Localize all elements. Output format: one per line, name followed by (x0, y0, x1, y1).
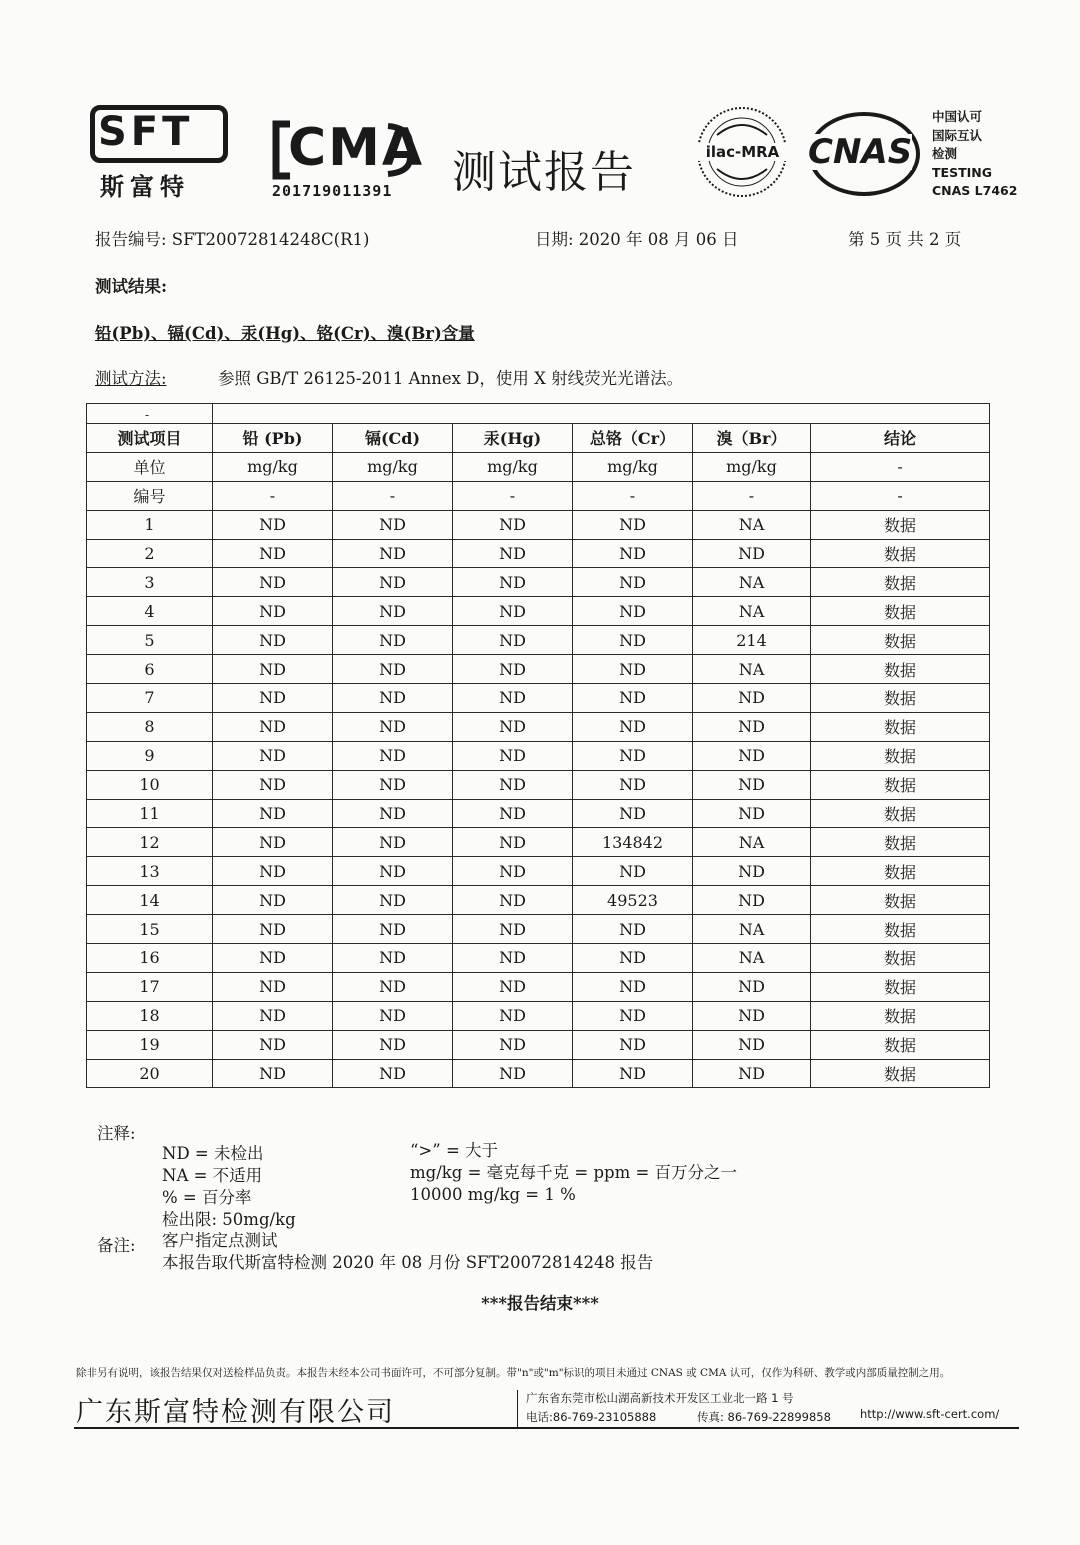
table-cell: 49523 (573, 886, 693, 915)
table-cell: ND (693, 684, 811, 713)
table-cell: - (693, 481, 811, 510)
cnas-accreditation-info (932, 108, 1017, 201)
table-cell: ND (573, 1059, 693, 1088)
table-row (87, 741, 990, 770)
table-cell: ND (213, 1030, 333, 1059)
table-cell: ND (573, 972, 693, 1001)
table-cell: 数据 (811, 799, 990, 828)
table-cell: ND (693, 857, 811, 886)
table-cell: 6 (87, 655, 213, 684)
table-cell: ND (213, 510, 333, 539)
table-cell: 15 (87, 915, 213, 944)
table-cell: 数据 (811, 886, 990, 915)
table-cell: 数据 (811, 1030, 990, 1059)
table-cell: 17 (87, 972, 213, 1001)
page-title: 测试报告 (452, 147, 636, 198)
table-cell: - (453, 481, 573, 510)
report-number: 报告编号: SFT20072814248C(R1) (95, 230, 370, 249)
table-cell: ND (453, 539, 573, 568)
table-cell: ND (693, 972, 811, 1001)
table-cell: 数据 (811, 1001, 990, 1030)
table-cell: ND (333, 886, 453, 915)
table-cell: 134842 (573, 828, 693, 857)
table-cell: ND (573, 1030, 693, 1059)
table-cell: 9 (87, 741, 213, 770)
table-cell: ND (573, 510, 693, 539)
table-cell: ND (693, 770, 811, 799)
table-cell: 3 (87, 568, 213, 597)
table-cell: 数据 (811, 944, 990, 973)
company-fax: 传真: 86-769-22899858 (697, 1410, 831, 1424)
table-cell: mg/kg (333, 452, 453, 481)
table-cell: 数据 (811, 510, 990, 539)
table-cell: 汞(Hg) (453, 424, 573, 453)
table-cell: NA (693, 655, 811, 684)
table-cell: ND (573, 684, 693, 713)
report-date: 日期: 2020 年 08 月 06 日 (535, 230, 739, 249)
table-cell: 溴（Br） (693, 424, 811, 453)
table-ids-row (87, 481, 990, 510)
table-cell: ND (213, 770, 333, 799)
table-cell: 数据 (811, 828, 990, 857)
cnas-info-line: 检测 (932, 146, 958, 161)
table-cell: 8 (87, 712, 213, 741)
table-cell: ND (213, 597, 333, 626)
table-cell: ND (213, 886, 333, 915)
table-cell: 14 (87, 886, 213, 915)
table-cell: - (811, 481, 990, 510)
table-row (87, 770, 990, 799)
table-row (87, 1001, 990, 1030)
table-cell: ND (453, 712, 573, 741)
table-cell: ND (693, 1059, 811, 1088)
table-cell: ND (453, 510, 573, 539)
report-end-marker: ***报告结束*** (481, 1294, 599, 1313)
ilac-mra-logo (695, 105, 790, 200)
table-cell: ND (693, 1030, 811, 1059)
table-cell: ND (573, 915, 693, 944)
table-row (87, 972, 990, 1001)
table-cell: ND (573, 741, 693, 770)
note-line: 检出限: 50mg/kg (162, 1210, 296, 1229)
table-cell: ND (333, 626, 453, 655)
cnas-info-line: 国际互认 (932, 127, 983, 143)
table-cell: ND (333, 972, 453, 1001)
table-cell: ND (213, 741, 333, 770)
table-cell: 数据 (811, 857, 990, 886)
table-blank-row (87, 404, 990, 424)
table-cell: 数据 (811, 741, 990, 770)
table-cell: - (333, 481, 453, 510)
table-cell: 数据 (811, 972, 990, 1001)
footer-disclaimer: 除非另有说明，该报告结果仅对送检样品负责。本报告未经本公司书面许可，不可部分复制。带"n"或"m"标识的项目未通过 CNAS 或 CMA 认可，仅作为科研、教学或内部质量控制之用。 (76, 1367, 951, 1379)
table-row (87, 626, 990, 655)
table-cell: ND (333, 1059, 453, 1088)
table-cell: ND (573, 1001, 693, 1030)
table-cell: mg/kg (453, 452, 573, 481)
table-cell: ND (333, 828, 453, 857)
table-cell: ND (333, 684, 453, 713)
table-cell: ND (213, 539, 333, 568)
table-cell: ND (693, 741, 811, 770)
table-cell: ND (453, 684, 573, 713)
company-phone: 电话:86-769-23105888 (526, 1410, 657, 1424)
table-cell: ND (573, 655, 693, 684)
table-cell: ND (693, 886, 811, 915)
table-row (87, 684, 990, 713)
footer-divider (517, 1390, 518, 1428)
table-cell: ND (213, 857, 333, 886)
table-cell: ND (693, 1001, 811, 1030)
footer-rule (74, 1427, 1019, 1429)
table-row (87, 510, 990, 539)
note-line: mg/kg = 毫克每千克 = ppm = 百万分之一 (410, 1163, 738, 1182)
remark-line: 客户指定点测试 (162, 1231, 278, 1250)
table-cell: 11 (87, 799, 213, 828)
note-line: % = 百分率 (162, 1188, 252, 1207)
table-cell: ND (333, 770, 453, 799)
sft-logo-text: SFT (98, 109, 194, 155)
table-row (87, 712, 990, 741)
table-cell: 数据 (811, 915, 990, 944)
table-cell: ND (453, 857, 573, 886)
table-cell: 数据 (811, 712, 990, 741)
table-cell: 20 (87, 1059, 213, 1088)
table-cell: 7 (87, 684, 213, 713)
table-cell: 数据 (811, 539, 990, 568)
table-cell: ND (333, 799, 453, 828)
table-cell: 13 (87, 857, 213, 886)
company-name: 广东斯富特检测有限公司 (76, 1397, 395, 1428)
results-table-body (87, 404, 990, 1088)
table-cell: ND (213, 655, 333, 684)
cnas-info-line: 中国认可 (932, 109, 983, 124)
table-cell: - (811, 452, 990, 481)
table-row (87, 915, 990, 944)
table-cell: NA (693, 568, 811, 597)
note-line: 10000 mg/kg = 1 % (410, 1185, 576, 1204)
cnas-info-line: TESTING (932, 164, 992, 180)
table-cell: ND (573, 626, 693, 655)
cnas-logo (808, 112, 923, 197)
table-cell: 数据 (811, 770, 990, 799)
table-row (87, 886, 990, 915)
table-cell: ND (213, 568, 333, 597)
table-cell: ND (453, 655, 573, 684)
table-row (87, 539, 990, 568)
table-cell: ND (213, 684, 333, 713)
table-row (87, 828, 990, 857)
table-cell: ND (453, 597, 573, 626)
table-row (87, 857, 990, 886)
table-cell: 5 (87, 626, 213, 655)
results-table (86, 403, 990, 1088)
table-header-row (87, 424, 990, 453)
table-cell: mg/kg (693, 452, 811, 481)
table-cell: ND (333, 655, 453, 684)
ilac-text: ilac-MRA (695, 143, 790, 161)
table-cell: ND (333, 1030, 453, 1059)
note-line: NA = 不适用 (162, 1166, 263, 1185)
notes-label: 注释: (97, 1124, 136, 1143)
table-cell: 214 (693, 626, 811, 655)
note-line: ND = 未检出 (162, 1144, 264, 1163)
table-cell (213, 404, 990, 424)
table-cell: ND (453, 886, 573, 915)
table-cell: ND (213, 1001, 333, 1030)
remarks-label: 备注: (97, 1236, 136, 1255)
table-cell: NA (693, 915, 811, 944)
table-cell: 19 (87, 1030, 213, 1059)
remarks-text (162, 1230, 653, 1274)
table-cell (87, 404, 213, 424)
table-cell: 结论 (811, 424, 990, 453)
table-cell: ND (573, 539, 693, 568)
note-line: “>” = 大于 (410, 1141, 499, 1160)
table-cell: ND (453, 799, 573, 828)
table-cell: 2 (87, 539, 213, 568)
table-cell: ND (333, 857, 453, 886)
table-cell: 数据 (811, 655, 990, 684)
remark-line: 本报告取代斯富特检测 2020 年 08 月份 SFT20072814248 报告 (162, 1253, 654, 1272)
cnas-info-line: CNAS L7462 (932, 183, 1018, 198)
table-cell: NA (693, 510, 811, 539)
cma-number: 201719011391 (272, 182, 393, 200)
table-cell: ND (213, 915, 333, 944)
table-cell: ND (573, 799, 693, 828)
table-cell: 总铬（Cr） (573, 424, 693, 453)
table-cell: mg/kg (573, 452, 693, 481)
table-cell: ND (693, 799, 811, 828)
table-cell: - (573, 481, 693, 510)
table-cell: ND (453, 1030, 573, 1059)
cnas-text: CNAS (808, 132, 913, 172)
table-cell: ND (573, 568, 693, 597)
table-cell: ND (333, 597, 453, 626)
table-cell: ND (453, 1059, 573, 1088)
subject-heading: 铅(Pb)、镉(Cd)、汞(Hg)、铬(Cr)、溴(Br)含量 (95, 324, 475, 343)
table-row (87, 597, 990, 626)
table-cell: ND (453, 626, 573, 655)
table-cell: ND (573, 770, 693, 799)
table-cell: ND (333, 539, 453, 568)
table-cell: ND (453, 1001, 573, 1030)
table-cell: 4 (87, 597, 213, 626)
table-cell: ND (453, 972, 573, 1001)
table-row (87, 1059, 990, 1088)
table-cell: ND (453, 770, 573, 799)
table-cell: mg/kg (213, 452, 333, 481)
table-cell: 铅 (Pb) (213, 424, 333, 453)
table-cell: ND (213, 944, 333, 973)
cma-logo-text: CMA (288, 118, 425, 178)
table-cell: ND (453, 568, 573, 597)
table-cell: ND (453, 915, 573, 944)
sft-logo-cn: 斯富特 (100, 173, 190, 201)
table-cell: NA (693, 944, 811, 973)
company-address: 广东省东莞市松山湖高新技术开发区工业北一路 1 号 (526, 1391, 794, 1405)
table-cell: ND (333, 1001, 453, 1030)
notes-right (410, 1140, 737, 1206)
company-website-link[interactable]: http://www.sft-cert.com/ (860, 1407, 1000, 1421)
table-cell: 12 (87, 828, 213, 857)
table-cell: ND (333, 741, 453, 770)
table-cell: ND (453, 828, 573, 857)
table-row (87, 655, 990, 684)
table-cell: 单位 (87, 452, 213, 481)
table-cell: ND (213, 799, 333, 828)
table-cell: 数据 (811, 597, 990, 626)
table-row (87, 568, 990, 597)
table-cell: ND (213, 1059, 333, 1088)
table-row (87, 944, 990, 973)
notes-left (162, 1143, 296, 1231)
page-indicator: 第 5 页 共 2 页 (848, 230, 962, 249)
table-cell: ND (453, 944, 573, 973)
sft-logo (90, 105, 230, 200)
method-label: 测试方法: (95, 369, 167, 388)
table-cell: ND (333, 712, 453, 741)
table-cell: ND (573, 597, 693, 626)
table-cell: ND (693, 712, 811, 741)
table-cell: 数据 (811, 684, 990, 713)
results-heading: 测试结果: (95, 277, 168, 296)
table-cell: ND (213, 972, 333, 1001)
table-cell: 18 (87, 1001, 213, 1030)
method-text: 参照 GB/T 26125-2011 Annex D，使用 X 射线荧光光谱法。 (218, 369, 684, 388)
table-row (87, 799, 990, 828)
table-cell: ND (213, 626, 333, 655)
table-cell: 16 (87, 944, 213, 973)
table-cell: ND (213, 828, 333, 857)
table-cell: 数据 (811, 626, 990, 655)
table-cell: ND (333, 915, 453, 944)
table-cell: 数据 (811, 1059, 990, 1088)
table-cell: ND (693, 539, 811, 568)
table-cell: ND (333, 510, 453, 539)
blank-mark: - (145, 408, 150, 422)
table-cell: NA (693, 828, 811, 857)
table-row (87, 1030, 990, 1059)
table-cell: - (213, 481, 333, 510)
table-cell: ND (453, 741, 573, 770)
table-units-row (87, 452, 990, 481)
table-cell: 1 (87, 510, 213, 539)
table-cell: 编号 (87, 481, 213, 510)
table-cell: 镉(Cd) (333, 424, 453, 453)
cma-logo (270, 118, 425, 203)
table-cell: 测试项目 (87, 424, 213, 453)
table-cell: ND (213, 712, 333, 741)
table-cell: ND (333, 568, 453, 597)
table-cell: ND (333, 944, 453, 973)
table-cell: NA (693, 597, 811, 626)
table-cell: ND (573, 944, 693, 973)
table-cell: 10 (87, 770, 213, 799)
table-cell: 数据 (811, 568, 990, 597)
table-cell: ND (573, 857, 693, 886)
table-cell: ND (573, 712, 693, 741)
